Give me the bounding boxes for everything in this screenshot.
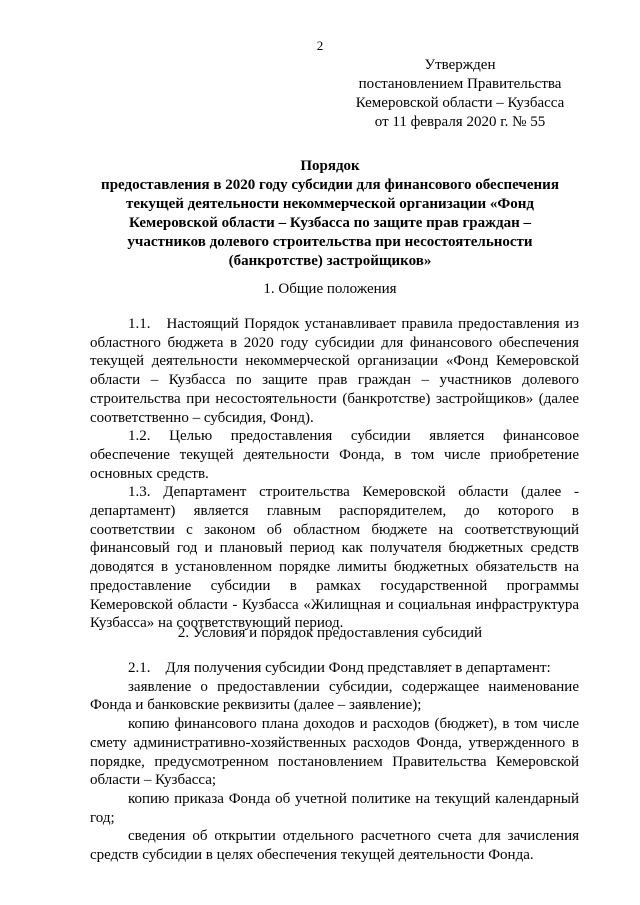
paragraph: копию приказа Фонда об учетной политике на текущий календарный год; — [90, 790, 579, 826]
paragraph: копию финансового плана доходов и расходов (бюджет), в том числе смету административно-хозяйственных расходов Фонда, утвержденного в порядке, предусмотренном постановлением Правительства Кемеровской области – Кузбасса; — [90, 716, 579, 789]
approval-line: Кемеровской области – Кузбасса — [355, 95, 565, 111]
paragraph: заявление о предоставлении субсидии, содержащее наименование Фонда и банковские реквизиты (далее – заявление); — [90, 678, 579, 714]
page-number: 2 — [316, 38, 324, 53]
title-line: (банкротстве) застройщиков» — [228, 253, 432, 269]
document-title — [90, 157, 570, 271]
paragraph: 2.1. Для получения субсидии Фонд представляет в департамент: — [128, 660, 551, 676]
section-heading-general: 1. Общие положения — [263, 281, 397, 297]
paragraph: 1.1. Настоящий Порядок устанавливает правила предоставления из областного бюджета в 2020 году субсидии для финансового обеспечения текущей деятельности некоммерческой организации «Фонд Кемеровской области – Кузбасса по защите прав граждан – участников долевого строительства при несостоятельности (банкротстве) застройщиков» (далее соответственно – субсидия, Фонд). — [90, 316, 579, 426]
title-line: Порядок — [300, 158, 360, 174]
section-body-general — [90, 315, 579, 633]
title-line: Кемеровской области – Кузбасса по защите прав граждан – — [129, 215, 531, 231]
approval-stamp — [340, 56, 580, 132]
section-body-conditions — [90, 659, 579, 865]
title-line: участников долевого строительства при несостоятельности — [127, 234, 533, 250]
paragraph: 1.2. Целью предоставления субсидии является финансовое обеспечение текущей деятельности Фонда, в том числе приобретение основных средств. — [90, 428, 579, 482]
paragraph: сведения об открытии отдельного расчетного счета для зачисления средств субсидии в целях обеспечения текущей деятельности Фонда. — [90, 828, 579, 864]
paragraph: 1.3. Департамент строительства Кемеровской области (далее - департамент) является главным распорядителем, до которого в соответствии с законом об областном бюджете на соответствующий финансовый год и плановый период как получателя бюджетных средств доводятся в установленном порядке лимиты бюджетных обязательств на предоставление субсидии в рамках государственной программы Кемеровской области - Кузбасса «Жилищная и социальная инфраструктура Кузбасса» на соответствующий период. — [90, 484, 579, 632]
title-line: текущей деятельности некоммерческой организации «Фонд — [125, 196, 535, 212]
title-line: предоставления в 2020 году субсидии для финансового обеспечения — [101, 177, 559, 193]
approval-line: Утвержден — [424, 57, 496, 73]
approval-line: постановлением Правительства — [358, 76, 562, 92]
approval-line: от 11 февраля 2020 г. № 55 — [374, 114, 546, 130]
section-heading-conditions: 2. Условия и порядок предоставления субсидий — [177, 625, 483, 641]
